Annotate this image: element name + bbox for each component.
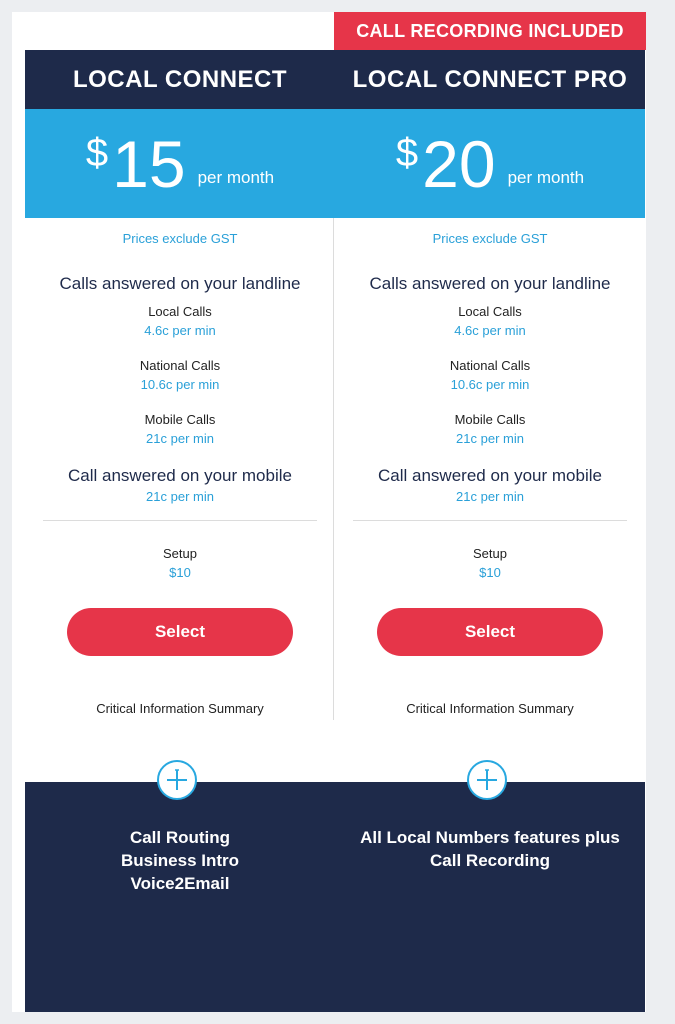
landline-title: Calls answered on your landline — [369, 274, 611, 293]
rate-label-local: Local Calls — [148, 304, 212, 319]
feature-item: Business Intro — [120, 851, 240, 870]
gst-note: Prices exclude GST — [122, 231, 238, 246]
mobile-rate: 21c per min — [456, 489, 524, 504]
plus-circle-icon[interactable] — [157, 760, 197, 800]
rate-value-local: 4.6c per min — [454, 323, 526, 338]
feature-list — [25, 826, 335, 895]
rate-label-national: National Calls — [449, 358, 531, 373]
setup-label: Setup — [163, 546, 197, 561]
features-panel — [335, 782, 645, 1012]
rate-value-mobile: 21c per min — [456, 431, 524, 446]
plan-card-local-connect — [25, 50, 335, 1012]
setup-label: Setup — [473, 546, 507, 561]
mobile-title: Call answered on your mobile — [378, 466, 602, 485]
rate-value-national: 10.6c per min — [450, 377, 530, 392]
call-recording-ribbon: CALL RECORDING INCLUDED — [334, 12, 646, 50]
plan-name: LOCAL CONNECT PRO — [335, 50, 645, 109]
rate-value-local: 4.6c per min — [144, 323, 216, 338]
currency-symbol: $ — [395, 131, 419, 175]
price-period: per month — [507, 168, 585, 187]
setup-value: $10 — [479, 565, 501, 580]
cis-link[interactable]: Critical Information Summary — [96, 701, 264, 716]
section-divider — [43, 520, 317, 521]
rate-label-mobile: Mobile Calls — [144, 412, 216, 427]
feature-item: All Local Numbers features plus Call Recording — [360, 828, 620, 870]
mobile-title: Call answered on your mobile — [68, 466, 292, 485]
rate-label-mobile: Mobile Calls — [454, 412, 526, 427]
landline-title: Calls answered on your landline — [59, 274, 301, 293]
plan-details — [335, 231, 645, 717]
select-button[interactable]: Select — [377, 608, 603, 656]
feature-item: Call Routing — [129, 828, 231, 847]
currency-symbol: $ — [85, 131, 109, 175]
price-amount: 20 — [422, 126, 496, 201]
rate-label-national: National Calls — [139, 358, 221, 373]
price-amount: 15 — [112, 126, 186, 201]
feature-list — [335, 826, 645, 872]
plan-card-local-connect-pro — [335, 50, 645, 1012]
feature-item: Voice2Email — [130, 874, 230, 893]
plus-circle-icon[interactable] — [467, 760, 507, 800]
mobile-rate: 21c per min — [146, 489, 214, 504]
price-banner — [25, 109, 335, 218]
features-panel — [25, 782, 335, 1012]
section-divider — [353, 520, 627, 521]
plan-details — [25, 231, 335, 717]
price-period: per month — [197, 168, 275, 187]
setup-value: $10 — [169, 565, 191, 580]
rate-value-national: 10.6c per min — [140, 377, 220, 392]
cis-link[interactable]: Critical Information Summary — [406, 701, 574, 716]
rate-label-local: Local Calls — [458, 304, 522, 319]
gst-note: Prices exclude GST — [432, 231, 548, 246]
plan-name: LOCAL CONNECT — [25, 50, 335, 109]
select-button[interactable]: Select — [67, 608, 293, 656]
rate-value-mobile: 21c per min — [146, 431, 214, 446]
price-banner — [335, 109, 645, 218]
